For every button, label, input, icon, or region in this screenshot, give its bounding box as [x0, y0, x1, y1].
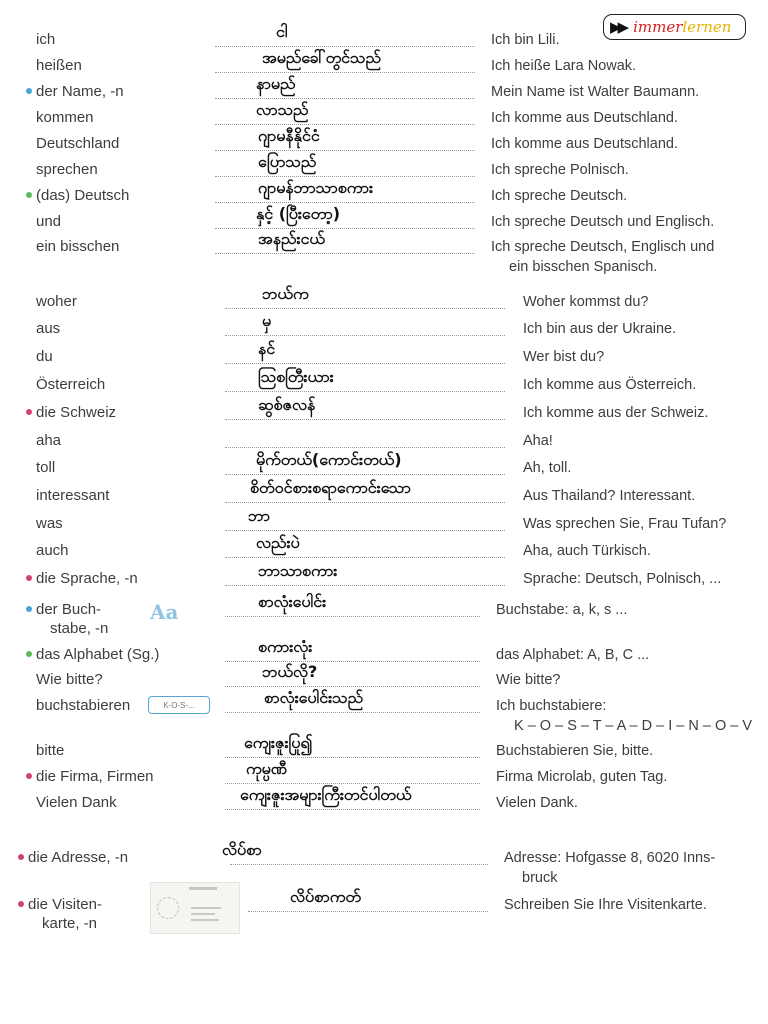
burmese-translation: လာသည် [256, 100, 309, 119]
german-term-text: heißen [36, 57, 82, 74]
immerlernen-logo [603, 14, 746, 40]
burmese-translation: စကားလုံး [258, 637, 313, 656]
burmese-translation: နင် [258, 339, 276, 358]
dotted-answer-line [215, 176, 475, 177]
burmese-translation: အနည်းငယ် [258, 229, 325, 248]
german-term [18, 849, 128, 867]
german-term-text: Wie bitte? [36, 671, 103, 688]
dotted-answer-line [225, 809, 480, 810]
dotted-answer-line [215, 124, 475, 125]
example-sentence: Ich spreche Deutsch, Englisch und [491, 239, 715, 255]
german-term [26, 515, 63, 533]
dotted-answer-line [215, 202, 475, 203]
german-term [26, 794, 117, 812]
example-sentence: Woher kommst du? [523, 294, 649, 310]
burmese-translation: နာမည် [256, 74, 296, 93]
german-term-text: bitte [36, 742, 65, 759]
burmese-translation: ကျေးဇူးပြု၍ [244, 733, 313, 752]
german-term [26, 742, 64, 760]
dotted-answer-line [225, 757, 480, 758]
example-sentence: Ich komme aus Deutschland. [491, 136, 678, 152]
german-term-text: toll [36, 459, 56, 476]
logo-word-2: lernen [682, 18, 732, 36]
example-sentence: Wie bitte? [496, 672, 561, 688]
example-sentence: Vielen Dank. [496, 795, 578, 811]
german-term-text: sprechen [36, 161, 98, 178]
german-term [26, 542, 69, 560]
example-sentence: Was sprechen Sie, Frau Tufan? [523, 516, 727, 532]
burmese-translation: ကုမ္ပဏီ [246, 759, 287, 778]
german-term-text: die Schweiz [36, 404, 117, 421]
german-term-text: das Alphabet (Sg.) [36, 646, 160, 663]
german-term [26, 320, 60, 338]
german-term [26, 238, 119, 256]
example-sentence: Ich komme aus Deutschland. [491, 110, 678, 126]
german-term [26, 187, 129, 205]
example-sentence-continuation: K – O – S – T – A – D – I – N – O – V [514, 718, 753, 734]
german-term-text: (das) Deutsch [36, 187, 130, 204]
german-term-text: aha [36, 432, 62, 449]
german-term [26, 404, 116, 422]
german-term-text: kommen [36, 109, 94, 126]
burmese-translation: ဘယ်လို? [262, 662, 318, 681]
gender-dot-icon [26, 192, 32, 198]
gender-dot-icon [26, 773, 32, 779]
german-term [26, 57, 82, 75]
burmese-translation: ဂျာမန်ဘာသာစကား [258, 178, 373, 197]
german-term [26, 109, 94, 127]
german-term [26, 135, 119, 153]
german-term-text: Österreich [36, 376, 106, 393]
german-term-text: der Name, -n [36, 83, 124, 100]
example-sentence: Aha! [523, 433, 553, 449]
example-sentence: Ich buchstabiere: [496, 698, 607, 714]
burmese-translation: မှ [262, 311, 272, 330]
example-sentence: Firma Microlab, guten Tag. [496, 769, 668, 785]
gender-dot-icon [26, 409, 32, 415]
german-term-text: aus [36, 320, 61, 337]
example-sentence: Ich bin aus der Ukraine. [523, 321, 677, 337]
dotted-answer-line [225, 585, 505, 586]
german-term-text: die Firma, Firmen [36, 768, 154, 785]
dotted-answer-line [225, 783, 480, 784]
example-sentence: Ich komme aus Österreich. [523, 377, 697, 393]
dotted-answer-line [225, 530, 505, 531]
dotted-answer-line [225, 616, 480, 617]
example-sentence: Mein Name ist Walter Baumann. [491, 84, 700, 100]
example-sentence: das Alphabet: A, B, C ... [496, 647, 650, 663]
burmese-translation: ကျေးဇူးအများကြီးတင်ပါတယ် [240, 785, 412, 804]
dotted-answer-line [215, 228, 475, 229]
dotted-answer-line [225, 419, 505, 420]
german-term-text: ein bisschen [36, 238, 120, 255]
german-term [18, 896, 102, 914]
german-term [26, 601, 101, 619]
dotted-answer-line [215, 46, 475, 47]
burmese-translation: နှင့် (ပြီးတော့) [256, 204, 341, 223]
example-sentence: Ich spreche Deutsch. [491, 188, 628, 204]
burmese-translation: ပြောသည် [258, 152, 317, 171]
example-sentence: Sprache: Deutsch, Polnisch, ... [523, 571, 722, 587]
dotted-answer-line [215, 98, 475, 99]
german-term [26, 83, 124, 101]
business-card-image [150, 882, 240, 934]
dotted-answer-line [215, 72, 475, 73]
logo-word-1: immer [633, 18, 683, 36]
burmese-translation: အမည်ခေါ်တွင်သည် [262, 48, 381, 67]
example-sentence: Adresse: Hofgasse 8, 6020 Inns- [504, 850, 716, 866]
burmese-translation: လိပ်စာ [222, 840, 262, 859]
german-term [26, 671, 103, 689]
german-term [26, 768, 154, 786]
gender-dot-icon [26, 651, 32, 657]
german-term-text: die Sprache, -n [36, 570, 138, 587]
german-term-text: auch [36, 542, 69, 559]
gender-dot-icon [26, 606, 32, 612]
german-term-text: buchstabieren [36, 697, 131, 714]
example-sentence: Buchstabe: a, k, s ... [496, 602, 628, 618]
burmese-translation: ဘာသာစကား [258, 561, 338, 580]
example-sentence-continuation: ein bisschen Spanisch. [509, 259, 658, 275]
german-term [26, 293, 77, 311]
example-sentence: Ich komme aus der Schweiz. [523, 405, 709, 421]
example-sentence: Wer bist du? [523, 349, 605, 365]
burmese-translation: စိတ်ဝင်စားစရာကောင်းသော [250, 478, 411, 497]
dotted-answer-line [225, 335, 505, 336]
dotted-answer-line [225, 363, 505, 364]
alphabet-icon: Aa [150, 600, 179, 624]
german-term-text: Vielen Dank [36, 794, 117, 811]
german-term [26, 432, 61, 450]
german-term [26, 570, 138, 588]
burmese-translation: မိုက်တယ်(ကောင်းတယ်) [256, 450, 402, 469]
dotted-answer-line [230, 864, 488, 865]
burmese-translation: စာလုံးပေါင်း [258, 592, 327, 611]
example-sentence: Ich heiße Lara Nowak. [491, 58, 637, 74]
example-sentence-continuation: bruck [522, 870, 558, 886]
german-term [26, 161, 98, 179]
example-sentence: Ah, toll. [523, 460, 572, 476]
example-sentence: Buchstabieren Sie, bitte. [496, 743, 654, 759]
german-term [26, 697, 130, 715]
german-term-text: was [36, 515, 63, 532]
german-term [26, 348, 53, 366]
gender-dot-icon [26, 575, 32, 581]
dotted-answer-line [225, 391, 505, 392]
german-term-continuation: stabe, -n [50, 620, 109, 637]
burmese-translation: ဆွစ်ဇလန် [258, 395, 316, 414]
german-term-text: woher [36, 293, 77, 310]
dotted-answer-line [225, 502, 505, 503]
dotted-answer-line [215, 253, 475, 254]
german-term [26, 459, 55, 477]
gender-dot-icon [18, 901, 24, 907]
dotted-answer-line [225, 686, 480, 687]
dotted-answer-line [225, 557, 505, 558]
gender-dot-icon [26, 88, 32, 94]
speech-bubble-icon: K-O-S-... [148, 696, 210, 714]
german-term [26, 213, 61, 231]
german-term-text: die Visiten- [28, 896, 102, 913]
german-term-text: Deutschland [36, 135, 120, 152]
dotted-answer-line [225, 308, 505, 309]
german-term [26, 31, 55, 49]
german-term-text: ich [36, 31, 56, 48]
example-sentence: Ich spreche Deutsch und Englisch. [491, 214, 715, 230]
burmese-translation: စာလုံးပေါင်းသည် [264, 688, 364, 707]
example-sentence: Aha, auch Türkisch. [523, 543, 651, 559]
burmese-translation: လိပ်စာကတ် [290, 887, 361, 906]
dandelion-icon [157, 897, 179, 919]
dotted-answer-line [248, 911, 488, 912]
example-sentence: Ich spreche Polnisch. [491, 162, 629, 178]
german-term-text: der Buch- [36, 601, 102, 618]
dotted-answer-line [225, 712, 480, 713]
dotted-answer-line [225, 447, 505, 448]
dotted-answer-line [215, 150, 475, 151]
example-sentence: Ich bin Lili. [491, 32, 560, 48]
dotted-answer-line [225, 474, 505, 475]
gender-dot-icon [18, 854, 24, 860]
burmese-translation: ဩစတြီးယား [258, 367, 334, 386]
burmese-translation: လည်းပဲ [256, 533, 300, 552]
german-term [26, 646, 159, 664]
example-sentence: Schreiben Sie Ihre Visitenkarte. [504, 897, 707, 913]
german-term-text: die Adresse, -n [28, 849, 129, 866]
german-term [26, 376, 105, 394]
german-term-continuation: karte, -n [42, 915, 98, 932]
german-term-text: du [36, 348, 53, 365]
example-sentence: Aus Thailand? Interessant. [523, 488, 696, 504]
burmese-translation: ဂျာမနီနိုင်ငံ [258, 126, 320, 145]
german-term-text: interessant [36, 487, 110, 504]
burmese-translation: ဘာ [248, 506, 270, 525]
burmese-translation: ဘယ်က [262, 284, 309, 303]
burmese-translation: ငါ [276, 22, 288, 41]
german-term-text: und [36, 213, 62, 230]
german-term [26, 487, 109, 505]
play-icon: ▶▶ [610, 19, 626, 36]
